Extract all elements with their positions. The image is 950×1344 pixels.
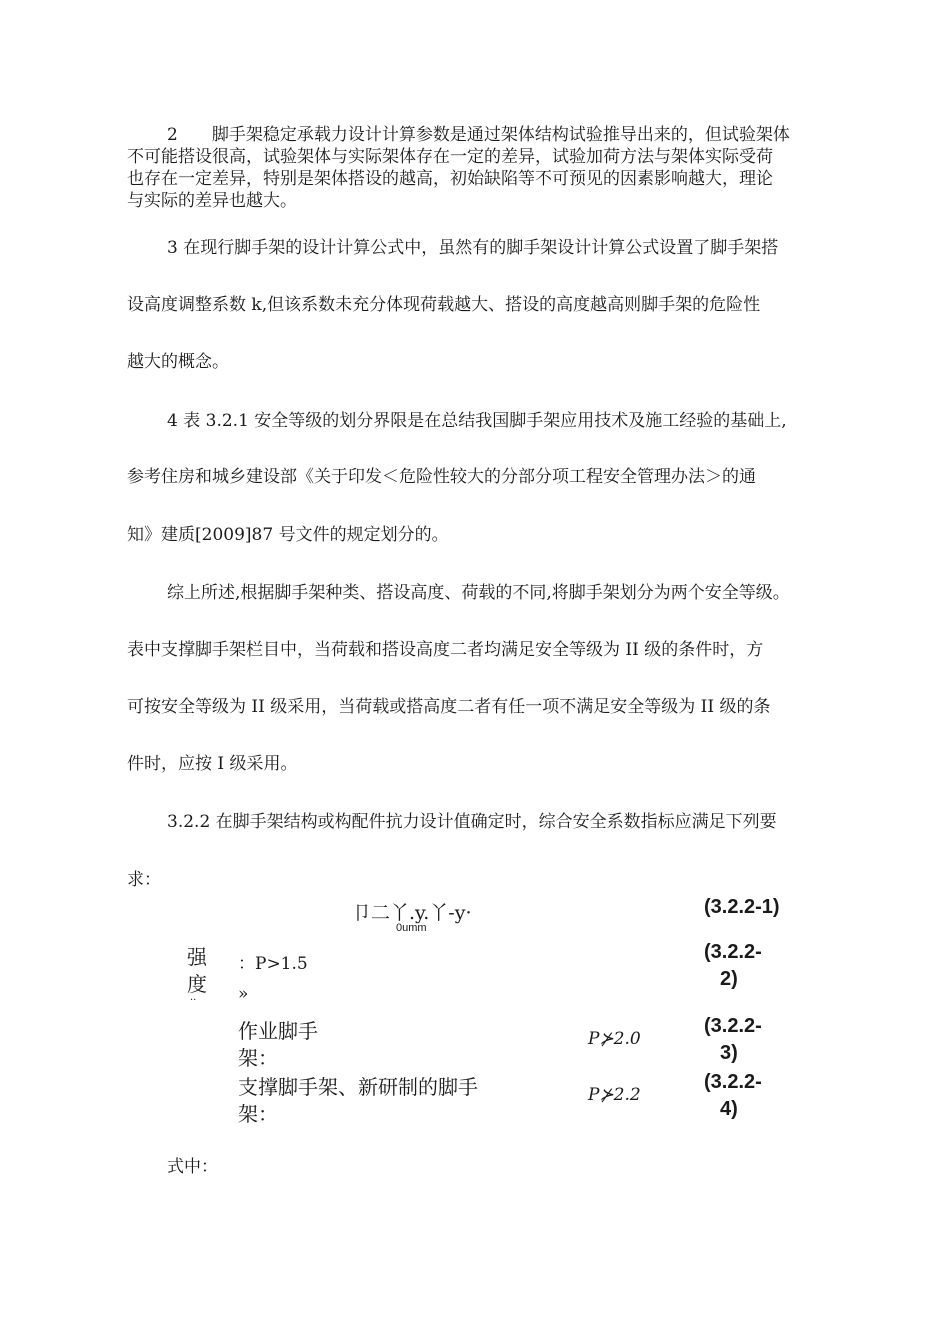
eq1-number: (3.2.2-1) <box>704 896 780 918</box>
para2-line2: 设高度调整系数 k,但该系数未充分体现荷载越大、搭设的高度越高则脚手架的危险性 <box>127 295 761 315</box>
eq1-expression: 卩二丫.y.丫-y· <box>352 902 472 924</box>
para3-line2: 参考住房和城乡建设部《关于印发＜危险性较大的分部分项工程安全管理办法＞的通 <box>127 467 756 487</box>
strength-char-3: ·· <box>190 995 197 1005</box>
para1-line3: 也存在一定差异，特别是架体搭设的越高，初始缺陷等不可预见的因素影响越大，理论 <box>127 169 773 189</box>
work-scaffold-label-b: 架： <box>238 1046 278 1070</box>
para4-line4: 件时，应按 I 级采用。 <box>127 754 298 774</box>
eq4-expression: P⊁2.2 <box>588 1085 641 1105</box>
para2-line3: 越大的概念。 <box>127 352 229 372</box>
para3-line1: 4 表 3.2.1 安全等级的划分界限是在总结我国脚手架应用技术及施工经验的基础上, <box>167 411 787 431</box>
eq4-number-b: 4) <box>720 1098 738 1120</box>
para1-line1: 2 脚手架稳定承载力设计计算参数是通过架体结构试验推导出来的，但试验架体 <box>167 125 790 145</box>
eq2-expression: ：P>1.5 <box>238 954 308 974</box>
para3-line3: 知》建质[2009]87 号文件的规定划分的。 <box>127 525 449 545</box>
para4-line3: 可按安全等级为 II 级采用，当荷载或搭高度二者有任一项不满足安全等级为 II 级的条 <box>127 697 771 717</box>
eq3-number-a: (3.2.2- <box>704 1015 762 1037</box>
where-label: 式中： <box>167 1157 218 1177</box>
eq2-trailer: » <box>238 984 249 1004</box>
support-scaffold-label-a: 支撑脚手架、新研制的脚手 <box>238 1075 478 1099</box>
eq2-number-b: 2) <box>720 968 738 990</box>
strength-char-1: 强 <box>187 945 207 969</box>
eq3-number-b: 3) <box>720 1042 738 1064</box>
para1-line2: 不可能搭设很高，试验架体与实际架体存在一定的差异，试验加荷方法与架体实际受荷 <box>127 147 773 167</box>
eq4-number-a: (3.2.2- <box>704 1071 762 1093</box>
support-scaffold-label-b: 架： <box>238 1102 278 1126</box>
para5-line2: 求： <box>127 870 161 890</box>
eq2-number-a: (3.2.2- <box>704 941 762 963</box>
para5-line1: 3.2.2 在脚手架结构或构配件抗力设计值确定时，综合安全系数指标应满足下列要 <box>167 812 777 832</box>
strength-char-2: 度 <box>187 972 207 996</box>
para4-line2: 表中支撑脚手架栏目中，当荷载和搭设高度二者均满足安全等级为 II 级的条件时，方 <box>127 640 764 660</box>
para1-line4: 与实际的差异也越大。 <box>127 191 297 211</box>
eq1-subscript: 0umm <box>396 922 427 934</box>
eq3-expression: P⊁2.0 <box>588 1029 641 1049</box>
work-scaffold-label-a: 作业脚手 <box>238 1019 318 1043</box>
para2-line1: 3 在现行脚手架的设计计算公式中，虽然有的脚手架设计计算公式设置了脚手架搭 <box>167 238 779 258</box>
para4-line1: 综上所述,根据脚手架种类、搭设高度、荷载的不同,将脚手架划分为两个安全等级。 <box>167 583 790 603</box>
